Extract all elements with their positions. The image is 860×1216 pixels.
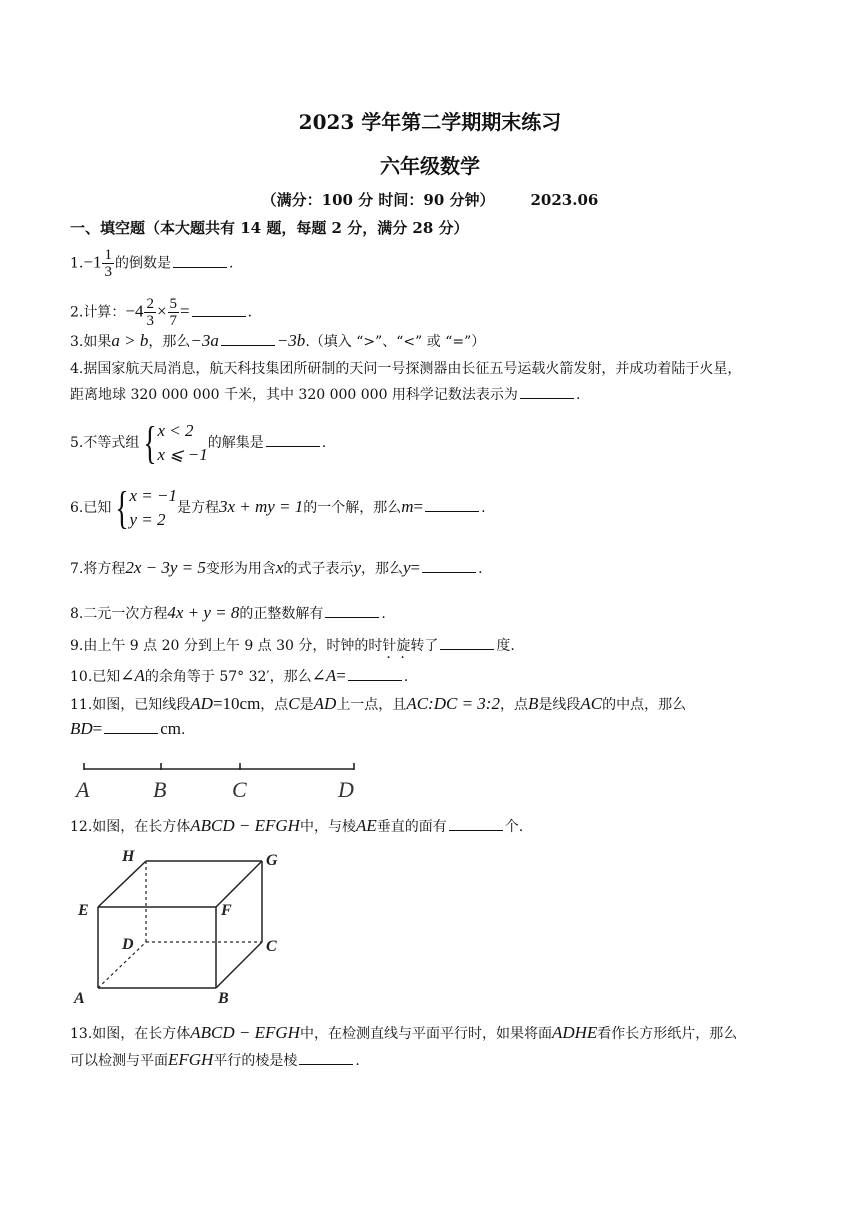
answer-blank-6[interactable] [425, 497, 479, 512]
question-9 [70, 635, 515, 657]
q3-condition: a > b [111, 331, 149, 350]
q6-system [129, 484, 177, 532]
q11-ad-2: AD [313, 694, 337, 713]
question-12 [70, 815, 523, 838]
q11-b: B [527, 694, 539, 713]
question-10 [70, 665, 408, 688]
q11-end: . [181, 722, 186, 738]
q1-number: 1. [70, 255, 84, 272]
q5-row-2: x ⩽ −1 [157, 445, 208, 464]
q5-end: . [321, 435, 327, 451]
q4-line-1: 4.据国家航天局消息，航天科技集团所研制的天问一号探测器由长征五号运载火箭发射，并成功着陆于火星， [70, 361, 742, 377]
q3-note: .（填入 “>”、“<” 或 “=”） [305, 334, 486, 350]
exam-date: 2023.06 [530, 191, 599, 209]
question-1 [70, 247, 233, 280]
q6-text-2: 的一个解，那么 [303, 500, 402, 516]
q7-y: y [353, 558, 361, 577]
q6-prefix: 6.已知 [70, 500, 112, 516]
vertex-g-label: G [266, 852, 278, 869]
vertex-f-label: F [221, 902, 232, 919]
q2-fraction-2 [168, 296, 180, 329]
q13-cuboid-name: ABCD − EFGH [190, 1023, 300, 1042]
q8-end: . [381, 606, 386, 622]
answer-blank-9[interactable] [440, 635, 494, 650]
q7-text-1: 变形为用含 [205, 561, 276, 577]
exam-info [0, 189, 860, 210]
q5-text: 的解集是 [207, 435, 264, 451]
q5-system [157, 419, 207, 467]
question-13 [70, 1022, 737, 1072]
q9-end: 度. [496, 638, 515, 654]
q2-denominator-1: 3 [146, 313, 154, 329]
label-a: A [76, 777, 90, 802]
q2-numerator-2: 5 [169, 296, 178, 312]
q11-c: C [288, 694, 300, 713]
q10-prefix: 10.已知 [70, 669, 121, 685]
q2-denominator-2: 7 [169, 313, 178, 329]
q13-face-2: EFGH [168, 1050, 214, 1069]
exam-subtitle: 六年级数学 [380, 154, 480, 178]
q11-text-1: 11.如图，已知线段 [70, 697, 191, 713]
q1-fraction [102, 247, 114, 280]
q8-equation: 4x + y = 8 [167, 603, 240, 622]
q3-mid: ，那么 [148, 334, 191, 350]
q3-right-expr: −3b [276, 331, 306, 350]
answer-blank-3[interactable] [221, 331, 275, 346]
q8-prefix: 8.二元一次方程 [70, 606, 168, 622]
q11-length: =10cm [212, 694, 261, 713]
q2-equals: = [180, 301, 190, 321]
q11-ac: AC [580, 694, 603, 713]
q2-numerator-1: 2 [146, 296, 154, 312]
section-heading: 一、填空题（本大题共有 14 题，每题 2 分，满分 28 分） [70, 219, 469, 237]
q11-bd: BD [70, 719, 93, 738]
q2-times: × [156, 301, 167, 321]
answer-blank-13[interactable] [299, 1050, 353, 1065]
question-5 [70, 419, 326, 467]
q11-text-6: 是线段 [538, 697, 581, 713]
q8-text: 的正整数解有 [239, 606, 324, 622]
question-11 [70, 693, 686, 741]
q7-y-2: y [403, 558, 411, 577]
q6-brace: { [115, 482, 130, 533]
vertex-e-label: E [78, 902, 89, 919]
question-7 [70, 557, 483, 580]
answer-blank-11[interactable] [104, 719, 158, 734]
q12-text-3: 垂直的面有 [376, 819, 447, 835]
q2-prefix: 2.计算： [70, 304, 126, 321]
q11-text-5: ，点 [499, 697, 528, 713]
q13-end: . [355, 1053, 360, 1069]
q6-row-2: y = 2 [129, 510, 166, 529]
label-b: B [153, 777, 167, 802]
vertex-a-label: A [74, 990, 85, 1007]
edge-eh [98, 861, 146, 907]
q11-line-1 [70, 693, 686, 716]
q7-x: x [275, 558, 284, 577]
answer-blank-12[interactable] [449, 816, 503, 831]
vertex-d-label: D [122, 936, 134, 953]
q10-angle-2: ∠A [311, 666, 337, 685]
answer-blank-2[interactable] [192, 302, 246, 317]
q6-variable: m [401, 497, 414, 516]
q6-end: . [481, 500, 486, 516]
q12-end: 个. [504, 819, 524, 835]
question-2 [70, 296, 252, 329]
q10-equals: = [336, 666, 346, 685]
q9-emphasis-1: 针 [382, 638, 397, 654]
q6-row-1: x = −1 [129, 486, 177, 505]
q7-prefix: 7.将方程 [70, 561, 126, 577]
q4-line-2: 距离地球 320 000 000 千米，其中 320 000 000 用科学记数法表示为 [70, 387, 518, 403]
answer-blank-5[interactable] [266, 432, 320, 447]
q10-text: 的余角等于 57° 32′，那么 [144, 669, 312, 685]
q11-equals: = [92, 719, 103, 738]
q11-unit: cm [160, 719, 182, 738]
q10-end: . [403, 669, 409, 685]
q11-text-3: 是 [299, 697, 314, 713]
label-d: D [338, 777, 354, 802]
q2-mixed-whole: −4 [125, 301, 144, 321]
question-4 [70, 358, 741, 406]
q3-left-expr: −3a [190, 331, 219, 350]
q4-end: . [575, 387, 581, 403]
q9-text-1: 9.由上午 9 点 20 分到上午 9 点 30 分，时钟的时 [70, 638, 383, 654]
q4-line-2-wrap [70, 384, 741, 406]
q11-ratio: AC:DC = 3:2 [406, 694, 500, 713]
q1-end: . [228, 255, 234, 272]
q2-end: . [247, 304, 253, 321]
q11-text-7: 的中点，那么 [602, 697, 687, 713]
q2-fraction-1 [144, 296, 156, 329]
q6-equation: 3x + my = 1 [218, 497, 304, 516]
q7-end: . [478, 561, 483, 577]
vertex-c-label: C [266, 938, 277, 955]
question-6 [70, 484, 486, 532]
answer-blank-4[interactable] [520, 384, 574, 399]
q7-equals: = [410, 558, 421, 577]
q13-line-1 [70, 1022, 737, 1045]
edge-fg [216, 861, 262, 907]
q1-denominator: 3 [104, 264, 112, 280]
answer-blank-10[interactable] [348, 666, 402, 681]
answer-blank-8[interactable] [325, 603, 379, 618]
cuboid-figure [70, 845, 300, 1010]
q13-text-4: 可以检测与平面 [70, 1053, 168, 1069]
vertex-h-label: H [122, 848, 135, 865]
q13-text-1: 13.如图，在长方体 [70, 1026, 191, 1042]
q1-numerator: 1 [104, 247, 112, 263]
q6-text-1: 是方程 [176, 500, 219, 516]
q12-cuboid-name: ABCD − EFGH [190, 816, 300, 835]
q10-angle: ∠A [120, 666, 145, 685]
q12-text-2: 中，与棱 [299, 819, 356, 835]
exam-score-time: （满分：100 分 时间：90 分钟） [261, 191, 495, 209]
q13-face: ADHE [551, 1023, 598, 1042]
vertex-b-label: B [218, 990, 229, 1007]
q1-mixed-whole: −1 [83, 252, 102, 272]
q5-prefix: 5.不等式组 [70, 435, 140, 451]
q6-equals: = [413, 497, 424, 516]
exam-title: 2023 学年第二学期期末练习 [298, 110, 562, 134]
q5-row-1: x < 2 [157, 421, 194, 440]
q7-equation: 2x − 3y = 5 [125, 558, 206, 577]
q13-text-2: 中，在检测直线与平面平行时，如果将面 [299, 1026, 552, 1042]
q13-line-2 [70, 1049, 737, 1072]
q13-text-5: 平行的棱是棱 [213, 1053, 298, 1069]
q9-text-2: 转了 [410, 638, 439, 654]
question-3 [70, 330, 485, 353]
q1-text: 的倒数是 [114, 255, 171, 272]
q3-prefix: 3.如果 [70, 334, 112, 350]
q7-text-2: 的式子表示 [283, 561, 354, 577]
q5-brace: { [143, 417, 158, 468]
q12-edge: AE [355, 816, 377, 835]
q11-text-2: ，点 [260, 697, 289, 713]
q11-text-4: 上一点，且 [336, 697, 407, 713]
question-8 [70, 602, 386, 625]
label-c: C [232, 777, 247, 802]
answer-blank-1[interactable] [173, 253, 227, 268]
q11-ad: AD [190, 694, 213, 713]
answer-blank-7[interactable] [422, 558, 476, 573]
q11-line-2 [70, 718, 686, 741]
q7-text-3: ，那么 [361, 561, 403, 577]
q13-text-3: 看作长方形纸片，那么 [597, 1026, 738, 1042]
segment-figure [70, 755, 370, 805]
q9-emphasis-2: 旋 [396, 638, 411, 654]
edge-bc [216, 942, 262, 988]
q12-text-1: 12.如图，在长方体 [70, 819, 191, 835]
